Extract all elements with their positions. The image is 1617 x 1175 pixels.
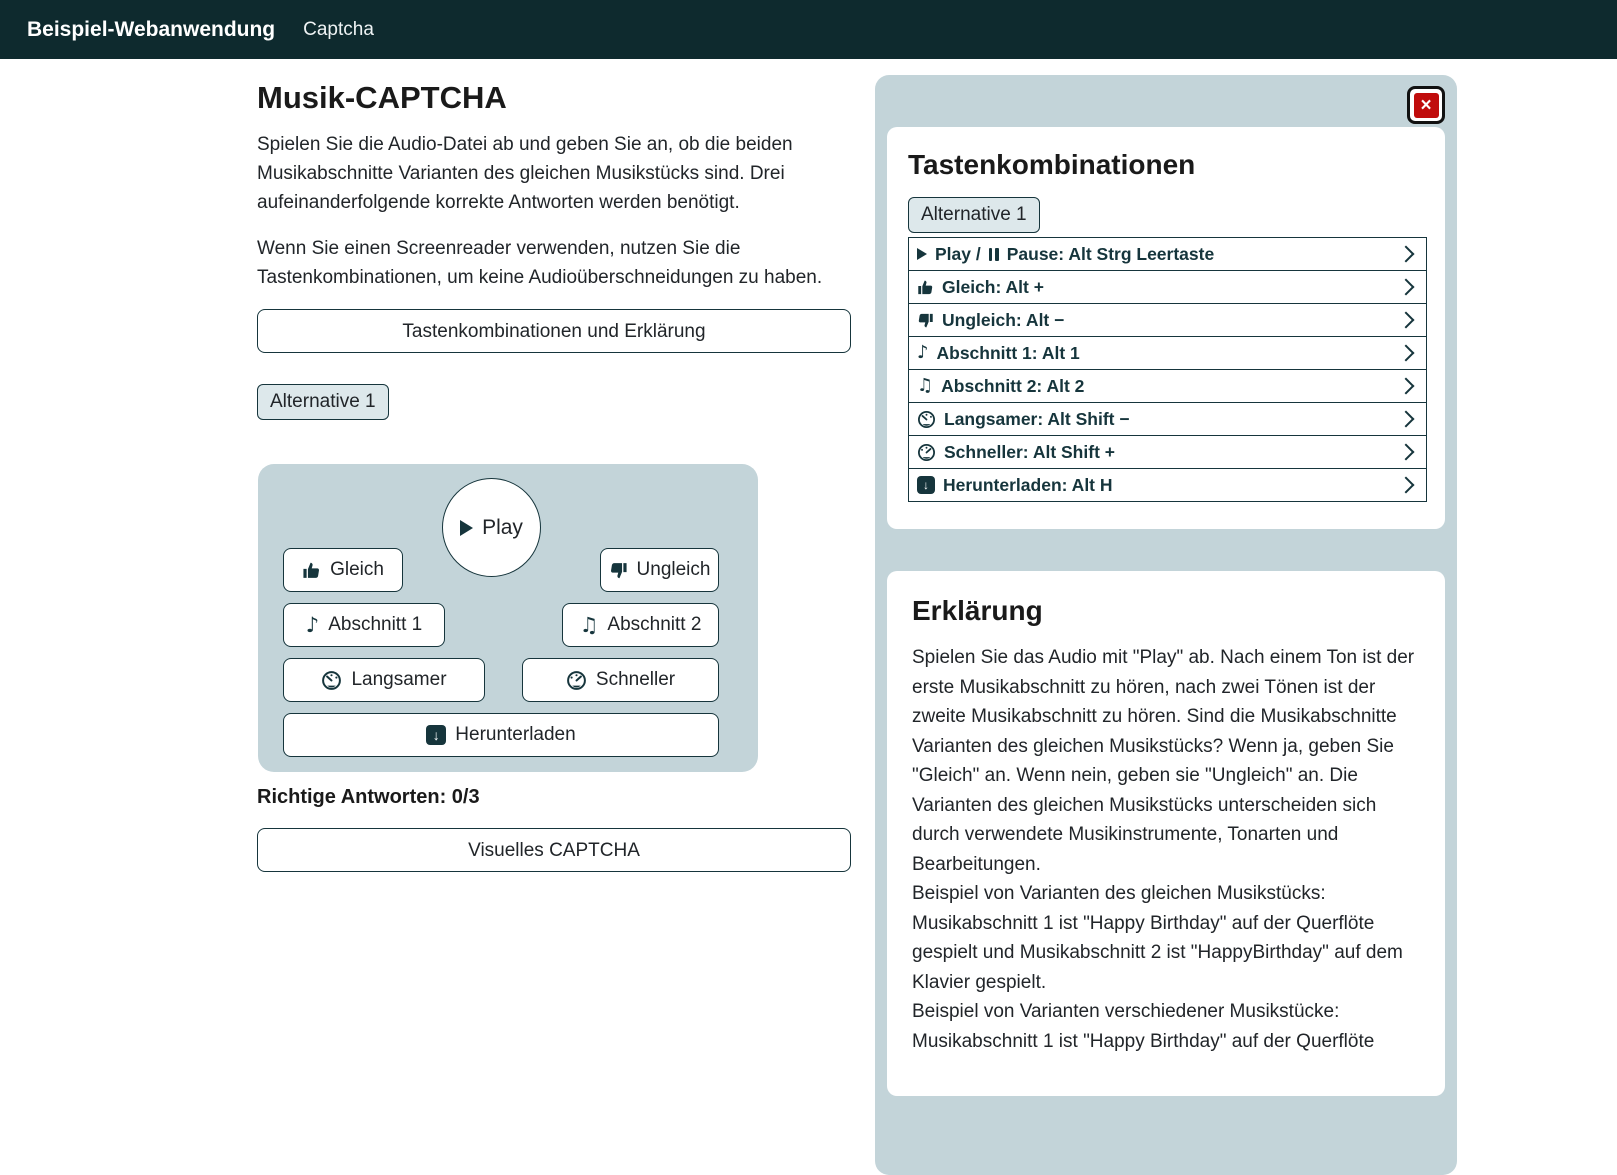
langsamer-button[interactable] xyxy=(283,658,485,702)
page-title: Musik-CAPTCHA xyxy=(257,80,507,115)
shortcut-row-herunterladen[interactable] xyxy=(909,469,1426,502)
gleich-label: Gleich xyxy=(330,559,384,580)
ungleich-label: Ungleich xyxy=(636,559,711,580)
abschnitt-2-button[interactable] xyxy=(562,603,719,647)
explanation-line: Spielen Sie das Audio mit "Play" ab. Nach einem Ton ist der erste Musikabschnitt zu hören, nach zwei Tönen ist der zweite Musikabschnitt zu hören. Sind die Musikabschnitte Varianten des gleichen Musikstücks? Wenn ja, geben Sie "Gleich" an. Wenn nein, geben sie "Ungleich" an. Die Varianten des gleichen Musikstücks unterscheiden sich durch verwendete Musikinstrumente, Tonarten und Bearbeitungen. xyxy=(912,647,1415,875)
music-notes-icon: ♫ xyxy=(917,375,934,396)
shortcut-row-langsamer[interactable] xyxy=(909,403,1426,436)
play-icon xyxy=(460,520,473,536)
schneller-button[interactable] xyxy=(522,658,719,702)
gauge-slow-icon xyxy=(321,670,342,691)
gauge-fast-icon xyxy=(566,670,587,691)
explanation-text xyxy=(912,643,1423,1056)
captcha-main xyxy=(257,80,851,861)
shortcut-row-gleich[interactable] xyxy=(909,271,1426,304)
shortcut-label: Abschnitt 2: Alt 2 xyxy=(941,375,1085,396)
abschnitt-2-label: Abschnitt 2 xyxy=(607,614,702,635)
langsamer-label: Langsamer xyxy=(351,669,447,690)
shortcuts-explanation-button[interactable]: Tastenkombinationen und Erklärung xyxy=(257,309,851,353)
download-icon: ↓ xyxy=(426,725,446,745)
chevron-right-icon xyxy=(1398,477,1415,494)
shortcut-label: Abschnitt 1: Alt 1 xyxy=(936,342,1080,363)
intro-paragraph-2: Wenn Sie einen Screenreader verwenden, nutzen Sie die Tastenkombinationen, um keine Audioüberschneidungen zu haben. xyxy=(257,238,823,288)
shortcuts-tab-alternative-1[interactable]: Alternative 1 xyxy=(908,197,1040,233)
shortcuts-list xyxy=(908,237,1427,502)
shortcuts-explanation-panel xyxy=(875,75,1457,1175)
chevron-right-icon xyxy=(1398,444,1415,461)
explanation-title: Erklärung xyxy=(912,595,1043,626)
shortcut-row-abschnitt-1[interactable] xyxy=(909,337,1426,370)
chevron-right-icon xyxy=(1398,279,1415,296)
intro-paragraph-1: Spielen Sie die Audio-Datei ab und geben Sie an, ob die beiden Musikabschnitte Varianten des gleichen Musikstücks sind. Drei aufeinanderfolgende korrekte Antworten werden benötigt. xyxy=(257,134,793,213)
pause-icon xyxy=(989,248,999,261)
explanation-line: Beispiel von Varianten des gleichen Musikstücks: xyxy=(912,883,1326,904)
shortcut-label: Herunterladen: Alt H xyxy=(943,474,1113,495)
explanation-line: Musikabschnitt 1 ist "Happy Birthday" auf der Querflöte xyxy=(912,1030,1375,1052)
visual-captcha-button[interactable]: Visuelles CAPTCHA xyxy=(257,828,851,872)
shortcut-row-ungleich[interactable] xyxy=(909,304,1426,337)
herunterladen-button[interactable] xyxy=(283,713,719,757)
abschnitt-1-button[interactable] xyxy=(283,603,445,647)
herunterladen-label: Herunterladen xyxy=(455,724,576,745)
explanation-card xyxy=(887,571,1445,1096)
chevron-right-icon xyxy=(1398,378,1415,395)
play-button[interactable] xyxy=(442,478,541,577)
tab-alternative-1[interactable]: Alternative 1 xyxy=(257,384,389,420)
download-icon: ↓ xyxy=(917,476,935,494)
thumbs-down-icon xyxy=(609,561,628,580)
thumbs-up-icon xyxy=(917,279,934,296)
chevron-right-icon xyxy=(1398,312,1415,329)
shortcut-row-play-pause[interactable] xyxy=(909,238,1426,271)
explanation-line: Musikabschnitt 1 ist "Happy Birthday" auf der Querflöte gespielt und Musikabschnitt 2 ist "HappyBirthday" auf dem Klavier gespielt. xyxy=(912,912,1403,993)
chevron-right-icon xyxy=(1398,411,1415,428)
shortcut-label: Gleich: Alt + xyxy=(942,276,1044,297)
score-text: Richtige Antworten: 0/3 xyxy=(257,786,480,808)
gauge-slow-icon xyxy=(917,410,936,429)
shortcut-label: Schneller: Alt Shift + xyxy=(944,441,1115,462)
ungleich-button[interactable] xyxy=(600,548,719,592)
schneller-label: Schneller xyxy=(595,669,676,690)
close-button[interactable] xyxy=(1407,86,1445,124)
navbar-brand[interactable]: Beispiel-Webanwendung xyxy=(27,17,276,41)
shortcuts-card xyxy=(887,127,1445,529)
abschnitt-1-label: Abschnitt 1 xyxy=(328,614,423,635)
explanation-line: Beispiel von Varianten verschiedener Musikstücke: xyxy=(912,1001,1340,1022)
shortcuts-title: Tastenkombinationen xyxy=(908,149,1196,180)
play-label: Play xyxy=(482,515,523,539)
audio-player-panel xyxy=(258,464,758,772)
chevron-right-icon xyxy=(1398,246,1415,263)
music-notes-icon: ♫ xyxy=(579,612,599,637)
chevron-right-icon xyxy=(1398,345,1415,362)
thumbs-down-icon xyxy=(917,312,934,329)
shortcut-label: Ungleich: Alt − xyxy=(942,309,1065,330)
shortcut-label: Play / xyxy=(935,243,981,264)
close-icon: × xyxy=(1414,93,1439,118)
shortcut-row-abschnitt-2[interactable] xyxy=(909,370,1426,403)
navbar xyxy=(0,0,1617,59)
navbar-link-captcha[interactable]: Captcha xyxy=(303,18,374,40)
shortcut-label: Pause: Alt Strg Leertaste xyxy=(1006,243,1215,264)
music-note-icon: ♪ xyxy=(917,342,929,363)
shortcut-row-schneller[interactable] xyxy=(909,436,1426,469)
thumbs-up-icon xyxy=(302,561,321,580)
music-note-icon: ♪ xyxy=(305,612,320,637)
play-icon xyxy=(917,248,927,260)
shortcut-label: Langsamer: Alt Shift − xyxy=(944,408,1130,429)
gleich-button[interactable] xyxy=(283,548,403,592)
gauge-fast-icon xyxy=(917,443,936,462)
